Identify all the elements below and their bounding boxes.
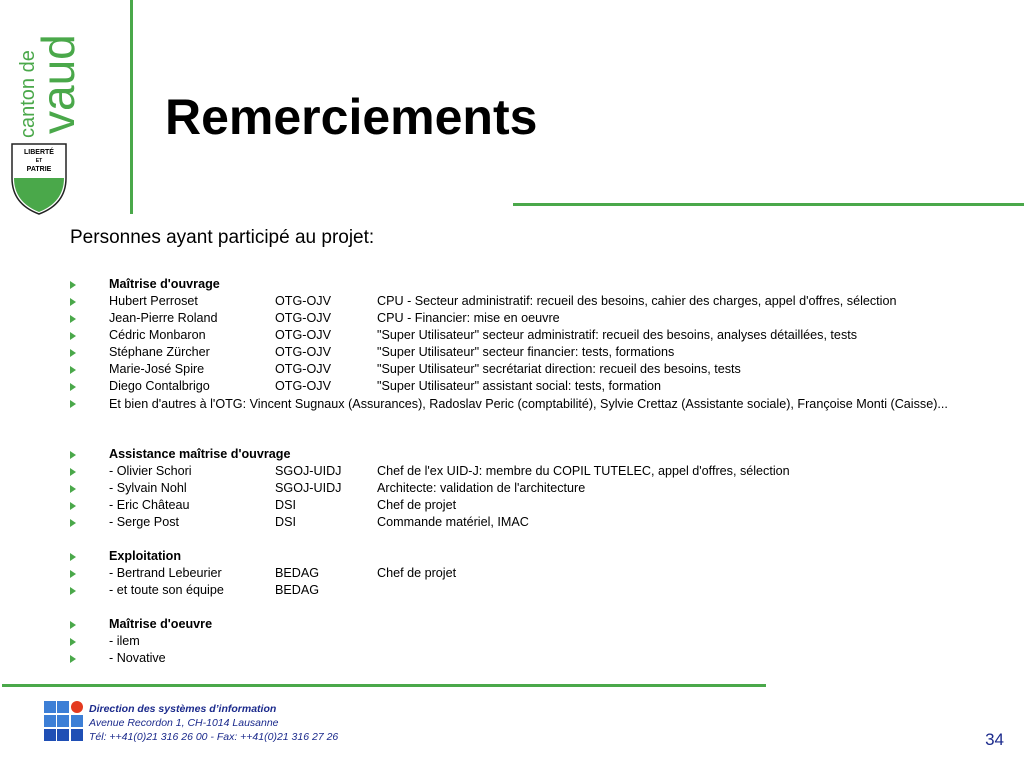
shield-text-et: ET — [35, 158, 43, 164]
list-item: - Novative — [70, 650, 1010, 667]
footer-phone: Tél: ++41(0)21 316 26 00 - Fax: ++41(0)21 316 27 26 — [89, 731, 339, 743]
shield-text-liberte: LIBERTÉ — [24, 149, 54, 156]
bullet-icon — [70, 451, 76, 459]
bullet-icon — [70, 553, 76, 561]
section-heading: Maîtrise d'ouvrage — [70, 276, 1010, 293]
footer-divider — [2, 684, 766, 687]
bullet-icon — [70, 621, 76, 629]
bullet-icon — [70, 519, 76, 527]
list-item: - Serge Post DSI Commande matériel, IMAC — [70, 514, 1010, 531]
logo-text-canton-de: canton de — [17, 50, 39, 138]
bullet-icon — [70, 638, 76, 646]
canton-de-vaud-logo — [6, 0, 78, 220]
bullet-icon — [70, 281, 76, 289]
bullet-icon — [70, 349, 76, 357]
footer-address: Avenue Recordon 1, CH-1014 Lausanne — [89, 717, 279, 729]
list-item: Cédric Monbaron OTG-OJV "Super Utilisateur" secteur administratif: recueil des besoins, analyses détaillées, tests — [70, 327, 1010, 344]
logo-text-vaud: vaud — [32, 34, 78, 134]
list-item: - Olivier Schori SGOJ-UIDJ Chef de l'ex UID-J: membre du COPIL TUTELEC, appel d'offres, sélection — [70, 463, 1010, 480]
list-item: Hubert Perroset OTG-OJV CPU - Secteur administratif: recueil des besoins, cahier des charges, appel d'offres, sélection — [70, 293, 1010, 310]
section-heading: Maîtrise d'oeuvre — [70, 616, 1010, 633]
vertical-divider — [130, 0, 133, 214]
dsi-logo-icon — [44, 701, 86, 743]
bullet-icon — [70, 468, 76, 476]
bullet-icon — [70, 400, 76, 408]
shield-text-patrie: PATRIE — [26, 166, 52, 173]
bullet-icon — [70, 502, 76, 510]
section-heading: Exploitation — [70, 548, 1010, 565]
bullet-icon — [70, 298, 76, 306]
section-heading: Assistance maîtrise d'ouvrage — [70, 446, 1010, 463]
footer-title: Direction des systèmes d’information — [89, 703, 277, 715]
participants-list — [70, 276, 1010, 667]
bullet-icon — [70, 485, 76, 493]
bullet-icon — [70, 570, 76, 578]
list-item: Marie-José Spire OTG-OJV "Super Utilisateur" secrétariat direction: recueil des besoins, tests — [70, 361, 1010, 378]
bullet-icon — [70, 332, 76, 340]
title-underline — [513, 203, 1024, 206]
list-item: - et toute son équipe BEDAG — [70, 582, 1010, 599]
list-item: - ilem — [70, 633, 1010, 650]
bullet-icon — [70, 315, 76, 323]
spacer — [70, 599, 1010, 616]
list-item: Jean-Pierre Roland OTG-OJV CPU - Financier: mise en oeuvre — [70, 310, 1010, 327]
footer-text — [89, 702, 338, 744]
page-title: Remerciements — [165, 89, 538, 145]
bullet-icon — [70, 366, 76, 374]
list-item: Diego Contalbrigo OTG-OJV "Super Utilisateur" assistant social: tests, formation — [70, 378, 1010, 395]
bullet-icon — [70, 655, 76, 663]
list-item: - Eric Château DSI Chef de projet — [70, 497, 1010, 514]
list-item: Stéphane Zürcher OTG-OJV "Super Utilisateur" secteur financier: tests, formations — [70, 344, 1010, 361]
list-item: - Sylvain Nohl SGOJ-UIDJ Architecte: validation de l'architecture — [70, 480, 1010, 497]
spacer — [70, 531, 1010, 548]
bullet-icon — [70, 383, 76, 391]
page-number: 34 — [985, 730, 1004, 749]
list-item: Et bien d'autres à l'OTG: Vincent Sugnaux (Assurances), Radoslav Peric (comptabilité), Sylvie Crettaz (Assistante sociale), Françoise Monti (Caisse)... — [70, 395, 1010, 429]
spacer — [70, 429, 1010, 446]
bullet-icon — [70, 587, 76, 595]
intro-text: Personnes ayant participé au projet: — [70, 227, 375, 248]
list-item: - Bertrand Lebeurier BEDAG Chef de projet — [70, 565, 1010, 582]
